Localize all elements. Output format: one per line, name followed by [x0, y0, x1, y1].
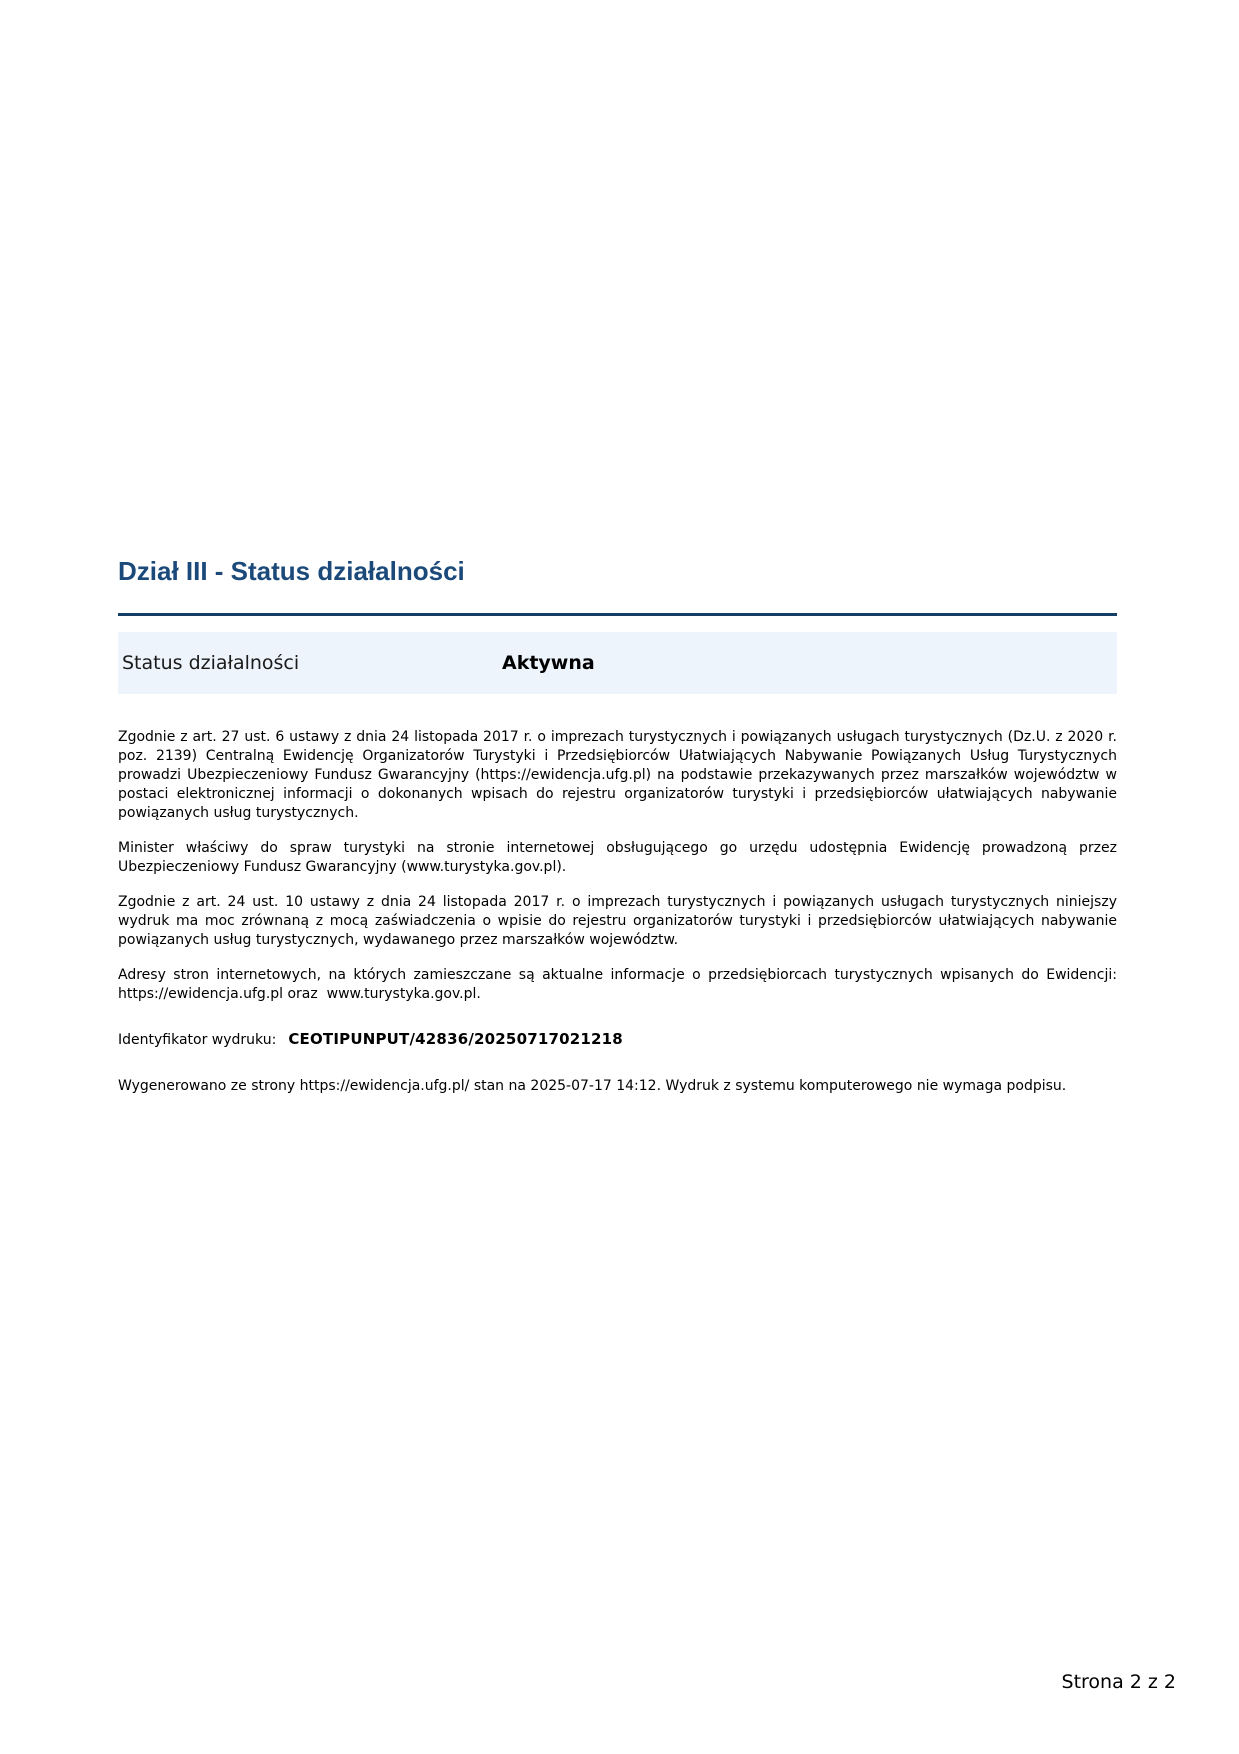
paragraph-legal-basis: Zgodnie z art. 27 ust. 6 ustawy z dnia 24 listopada 2017 r. o imprezach turystycznych i powiązanych usługach turystycznych (Dz.U. z 2020 r. poz. 2139) Centralną Ewidencję Organizatorów Turystyki i Przedsiębiorców Ułatwiających Nabywanie Powiązanych Usług Turystycznych prowadzi Ubezpieczeniowy Fundusz Gwarancyjny (https://ewidencja.ufg.pl) na podstawie przekazywanych przez marszałków województw w postaci elektronicznej informacji o dokonanych wpisach do rejestru organizatorów turystyki i przedsiębiorców ułatwiających nabywanie powiązanych usług turystycznych.	[118, 728, 1117, 821]
print-identifier-value: CEOTIPUNPUT/42836/20250717021218	[288, 1029, 623, 1048]
print-identifier-line	[118, 1030, 1117, 1050]
page-number: Strona 2 z 2	[1061, 1671, 1176, 1693]
print-identifier-label: Identyfikator wydruku:	[118, 1031, 277, 1048]
status-row	[118, 632, 1117, 694]
paragraph-website-addresses: Adresy stron internetowych, na których zamieszczane są aktualne informacje o przedsiębiorcach turystycznych wpisanych do Ewidencji: https://ewidencja.ufg.pl oraz www.turystyka.gov.pl.	[118, 966, 1117, 1002]
paragraph-print-validity: Zgodnie z art. 24 ust. 10 ustawy z dnia 24 listopada 2017 r. o imprezach turystycznych i powiązanych usługach turystycznych niniejszy wydruk ma moc zrównaną z mocą zaświadczenia o wpisie do rejestru organizatorów turystyki i przedsiębiorców ułatwiających nabywanie powiązanych usług turystycznych, wydawanego przez marszałków województw.	[118, 893, 1117, 948]
heading-rule	[118, 613, 1117, 616]
section-heading: Dział III - Status działalności	[118, 556, 465, 586]
generated-info-line: Wygenerowano ze strony https://ewidencja.ufg.pl/ stan na 2025-07-17 14:12. Wydruk z systemu komputerowego nie wymaga podpisu.	[118, 1077, 1067, 1094]
paragraph-minister-info: Minister właściwy do spraw turystyki na stronie internetowej obsługującego go urzędu udostępnia Ewidencję prowadzoną przez Ubezpieczeniowy Fundusz Gwarancyjny (www.turystyka.gov.pl).	[118, 839, 1117, 875]
status-label: Status działalności	[122, 651, 300, 674]
status-value: Aktywna	[502, 651, 595, 674]
